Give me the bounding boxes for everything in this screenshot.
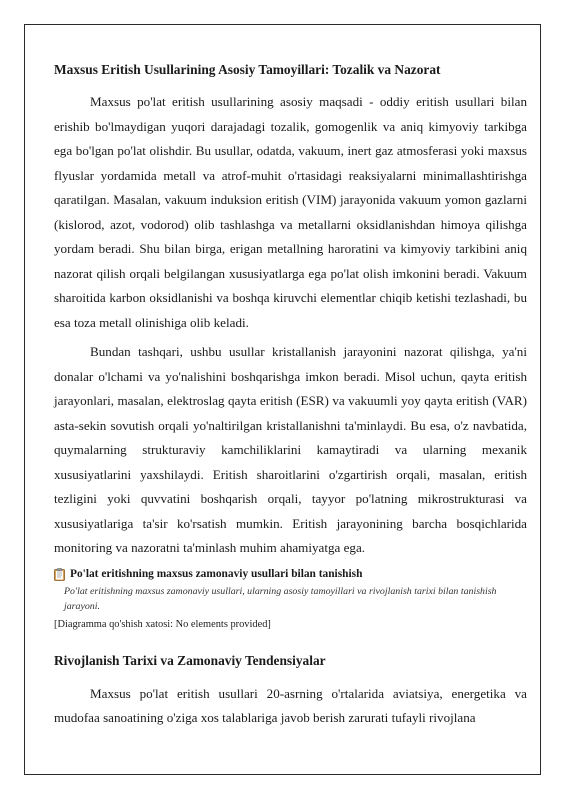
section-heading: Maxsus Eritish Usullarining Asosiy Tamoyillari: Tozalik va Nazorat xyxy=(54,62,441,77)
section-heading: Rivojlanish Tarixi va Zamonaviy Tendensiyalar xyxy=(54,652,326,668)
figure-title-text: Po'lat eritishning maxsus zamonaviy usullari bilan tanishish xyxy=(70,567,363,580)
body-paragraph: Bundan tashqari, ushbu usullar kristallanish jarayonini nazorat qilishga, ya'ni donalar o'lchami va yo'nalishini boshqarishga imkon beradi. Misol uchun, qayta eritish jarayonlari, masalan, elektroslag qayta eritish (ESR) va vakuumli yoy qayta eritish (VAR) asta-sekin sovutish orqali yo'naltirilgan kristallanishni ta'minlaydi. Bu esa, o'z navbatida, quymalarning strukturaviy kamchiliklarini kamaytiradi va ularning mexanik xususiyatlarini yaxshilaydi. Eritish sharoitlarini o'zgartirish orqali, masalan, eritish tezligini yoki quvvatini boshqarish orqali, tayyor po'latning mikrostrukturasi va xususiyatlariga ta'sir ko'rsatish mumkin. Eritish jarayonining barcha bosqichlarida monitoring va nazoratni ta'minlash muhim ahamiyatga ega. xyxy=(54,344,527,555)
diagram-error-message: [Diagramma qo'shish xatosi: No elements provided] xyxy=(54,618,271,630)
document-content xyxy=(54,61,527,736)
clipboard-icon xyxy=(54,568,65,581)
body-paragraph: Maxsus po'lat eritish usullarining asosiy maqsadi - oddiy eritish usullari bilan erishib bo'lmaydigan yuqori darajadagi tozalik, gomogenlik va aniq kimyoviy tarkibga ega bo'lgan po'lat olishdir. Bu usullar, odatda, vakuum, inert gaz atmosferasi yoki maxsus flyuslar yordamida metall va atrof-muhit o'rtasidagi reaksiyalarni minimallashtirishga qaratilgan. Masalan, vakuum induksion eritish (VIM) jarayonida vakuum yomon gazlarni (kislorod, azot, vodorod) olib tashlashga va metallarni oksidlanishdan himoya qilishga yordam beradi. Shu bilan birga, erigan metallning haroratini va kimyoviy tarkibini aniq nazorat qilish orqali belgilangan xususiyatlarga ega po'lat olish imkonini beradi. Vakuum sharoitida karbon oksidlanishi va boshqa kiruvchi elementlar chiqib ketishi tezlashadi, bu esa toza metall olinishiga olib keladi. xyxy=(54,94,527,330)
figure-title xyxy=(54,566,527,582)
figure-subtitle: Po'lat eritishning maxsus zamonaviy usullari, ularning asosiy tamoyillari va rivojlanish tarixi bilan tanishish jarayoni. xyxy=(64,585,497,612)
body-paragraph: Maxsus po'lat eritish usullari 20-asrning o'rtalarida aviatsiya, energetika va mudofaa sanoatining o'ziga xos talablariga javob berish zarurati tufayli rivojlana xyxy=(54,685,527,725)
